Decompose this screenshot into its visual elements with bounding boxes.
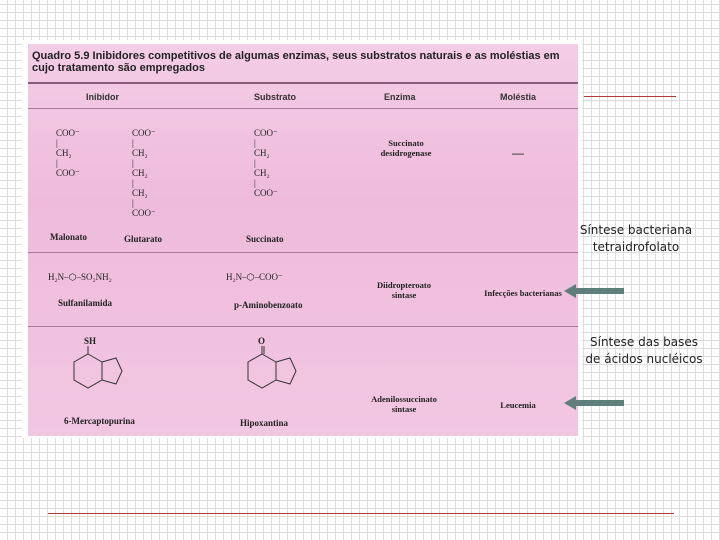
name-hipoxantina: Hipoxantina <box>240 418 289 428</box>
table-area <box>28 44 578 436</box>
formula-p-aminobenzoato: H₂N–⬡–COO⁻ <box>226 272 283 282</box>
scanned-table-image <box>22 40 582 438</box>
formula-malonato: COO⁻ | CH₂ | COO⁻ <box>56 128 80 178</box>
annotation-sintese-bases: Síntese das bases de ácidos nucléicos <box>585 335 703 366</box>
name-sulfanilamida: Sulfanilamida <box>58 298 113 308</box>
rule-header <box>28 108 578 109</box>
name-malonato: Malonato <box>50 232 87 242</box>
name-glutarato: Glutarato <box>124 234 162 244</box>
enzyme-diidropteroato-sintase: Diidropteroato sintase <box>377 280 431 300</box>
disease-infeccoes-bacterianas: Infecções bacterianas <box>484 288 562 298</box>
header-substrato: Substrato <box>254 92 297 102</box>
enzyme-succinato-desidrogenase: Succinato desidrogenase <box>380 138 432 158</box>
accent-line-bottom <box>48 513 674 514</box>
header-inibidor: Inibidor <box>86 92 119 102</box>
accent-line-top <box>584 96 676 97</box>
formula-glutarato: COO⁻ | CH₂ | CH₂ | CH₂ | COO⁻ <box>132 128 156 218</box>
disease-none: — <box>512 146 524 160</box>
purine-structure-6-mercaptopurina <box>68 340 148 406</box>
header-molestia: Moléstia <box>500 92 537 102</box>
arrow-left-icon <box>564 396 624 410</box>
rule-row2 <box>28 326 578 327</box>
header-enzima: Enzima <box>384 92 416 102</box>
formula-succinato: COO⁻ | CH₂ | CH₂ | COO⁻ <box>254 128 278 198</box>
formula-sulfanilamida: H₂N–⬡–SO₂NH₂ <box>48 272 112 282</box>
enzyme-adenilossuccinato-sintase: Adenilossuccinato sintase <box>371 394 437 414</box>
table-title: Quadro 5.9 Inibidores competitivos de algumas enzimas, seus substratos naturais e as moléstias em cujo tratamento são empregados <box>32 50 560 74</box>
group-sh: SH <box>84 336 97 346</box>
rule-top <box>28 82 578 84</box>
group-oxo: O <box>258 336 266 346</box>
name-succinato: Succinato <box>246 234 284 244</box>
rule-row1 <box>28 252 578 253</box>
purine-structure-hipoxantina <box>242 340 322 406</box>
name-6-mercaptopurina: 6-Mercaptopurina <box>64 416 135 426</box>
arrow-left-icon <box>564 284 624 298</box>
name-p-aminobenzoato: p-Aminobenzoato <box>234 300 303 310</box>
disease-leucemia: Leucemia <box>500 400 536 410</box>
annotation-sintese-bacteriana: Síntese bacteriana tetraidrofolato <box>579 223 693 254</box>
